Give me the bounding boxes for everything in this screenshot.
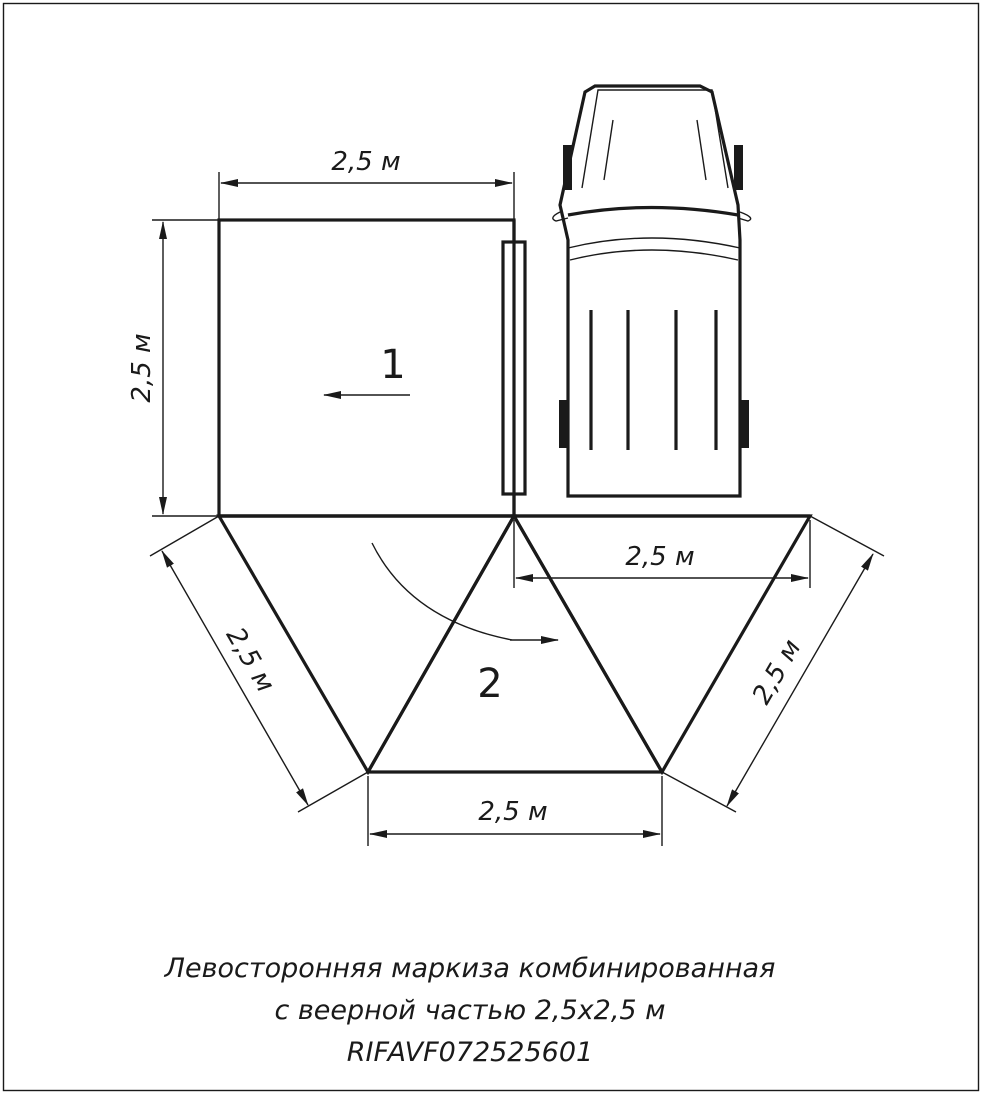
dimension-top-label: 2,5 м	[331, 147, 401, 177]
windshield-top	[568, 238, 740, 248]
dimension-fan-right-top-label: 2,5 м	[625, 542, 695, 572]
dimension-top	[219, 147, 514, 220]
fan-triangle-middle	[368, 516, 662, 772]
front-right-wheel	[734, 145, 743, 190]
vehicle	[553, 86, 751, 496]
dimension-fan-bottom	[368, 776, 662, 846]
windshield-base	[568, 208, 738, 216]
dimension-fan-right-slant	[662, 516, 884, 812]
dimension-fan-bottom-label: 2,5 м	[478, 797, 548, 827]
hood-line	[604, 120, 613, 180]
rear-right-wheel	[740, 400, 749, 448]
dimension-fan-right-slant-label: 2,5 м	[746, 634, 808, 710]
caption-line-2: с веерной частью 2,5х2,5 м	[274, 995, 666, 1026]
awning-square-section	[219, 220, 514, 516]
hood-line	[697, 120, 706, 180]
vehicle-hood	[582, 90, 728, 188]
roof-front	[570, 250, 738, 260]
dimension-fan-left-slant-label: 2,5 м	[219, 622, 281, 698]
rear-left-wheel	[559, 400, 568, 448]
section-1-label: 1	[380, 342, 406, 388]
dimension-left	[127, 220, 219, 516]
vehicle-body	[560, 86, 740, 496]
section-2-label: 2	[477, 661, 503, 707]
front-left-wheel	[563, 145, 572, 190]
caption-line-3: RIFAVF072525601	[346, 1037, 594, 1068]
fan-triangle-left	[219, 516, 514, 772]
dimension-fan-right-top	[514, 520, 810, 588]
dimension-fan-left-slant	[150, 516, 368, 812]
drawing-frame	[4, 4, 979, 1091]
dimension-left-label: 2,5 м	[127, 333, 157, 403]
caption-line-1: Левосторонняя маркиза комбинированная	[164, 953, 776, 984]
